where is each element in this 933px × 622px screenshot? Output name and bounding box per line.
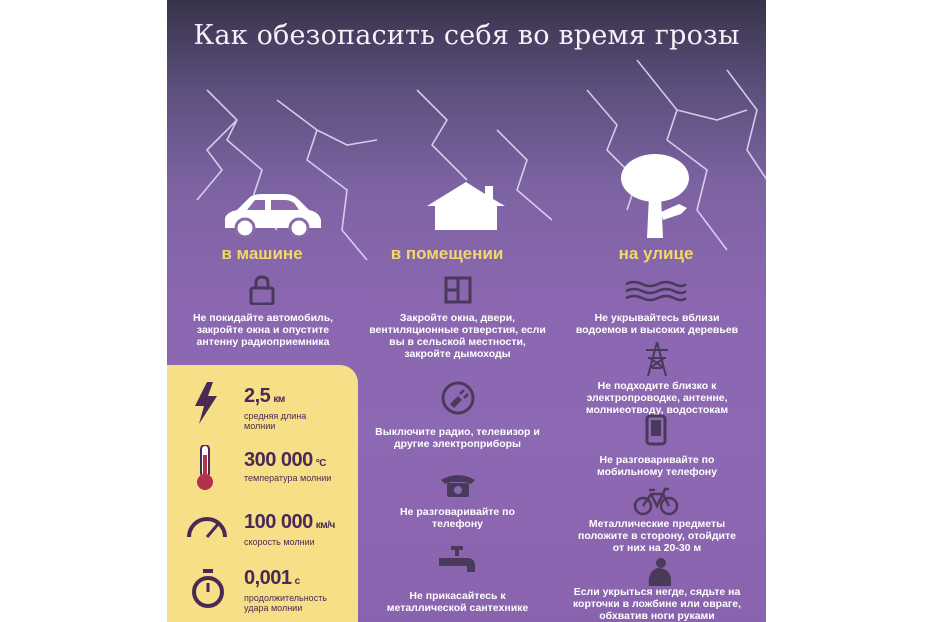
- category-outdoor: на улице: [618, 244, 694, 263]
- stat-value-4: 0,001 с: [244, 567, 300, 589]
- waves-icon: [624, 280, 688, 302]
- stat-label-1: средняя длина молнии: [244, 411, 307, 431]
- lightning-icon: [195, 382, 217, 424]
- category-home: в помещении: [390, 244, 504, 263]
- outdoor-tip-1: Не укрывайтесь вблизи водоемов и высоких деревьев: [575, 312, 739, 336]
- lock-icon: [249, 275, 275, 305]
- infographic-poster: [167, 0, 766, 622]
- home-tip-4: Не прикасайтесь к металлической сантехнике: [386, 590, 529, 614]
- category-car: в машине: [221, 244, 303, 263]
- outdoor-tip-2: Не подходите близко к электропроводке, антенне, молниеотводу, водостокам: [585, 380, 729, 416]
- thermometer-icon: [195, 445, 215, 491]
- stat-label-4: продолжительность удара молнии: [244, 593, 327, 613]
- outdoor-tip-5: Если укрыться негде, сядьте на корточки в ложбине или овраге, обхватив ноги руками: [572, 586, 742, 622]
- mobile-phone-icon: [645, 414, 667, 446]
- home-tip-1: Закройте окна, двери, вентиляционные отверстия, если вы в сельской местности, закройте дымоходы: [369, 312, 546, 360]
- stat-label-3: скорость молнии: [244, 537, 315, 547]
- outdoor-tip-3: Не разговаривайте по мобильному телефону: [596, 454, 718, 478]
- plug-icon: [440, 380, 476, 416]
- car-tip-1: Не покидайте автомобиль, закройте окна и опустите антенну радиоприемника: [192, 312, 334, 348]
- crouching-person-icon: [641, 558, 675, 588]
- speedometer-icon: [185, 513, 229, 539]
- stopwatch-icon: [191, 569, 225, 609]
- bicycle-icon: [633, 486, 679, 516]
- stat-value-3: 100 000 км/ч: [244, 511, 335, 533]
- stat-label-2: температура молнии: [244, 473, 332, 483]
- stats-panel: [167, 365, 358, 622]
- phone-icon: [439, 470, 477, 498]
- house-icon: [425, 180, 507, 232]
- car-icon: [219, 190, 323, 240]
- faucet-icon: [437, 544, 477, 580]
- home-tip-2: Выключите радио, телевизор и другие электроприборы: [375, 426, 540, 450]
- page-title: Как обезопасить себя во время грозы: [193, 20, 740, 51]
- outdoor-tip-4: Металлические предметы положите в сторону, отойдите от них на 20-30 м: [578, 518, 736, 554]
- stat-value-2: 300 000 °С: [244, 449, 327, 471]
- window-icon: [444, 276, 472, 304]
- power-tower-icon: [644, 342, 670, 376]
- tree-icon: [619, 150, 693, 240]
- home-tip-3: Не разговаривайте по телефону: [400, 506, 515, 530]
- stat-value-1: 2,5 км: [244, 385, 285, 407]
